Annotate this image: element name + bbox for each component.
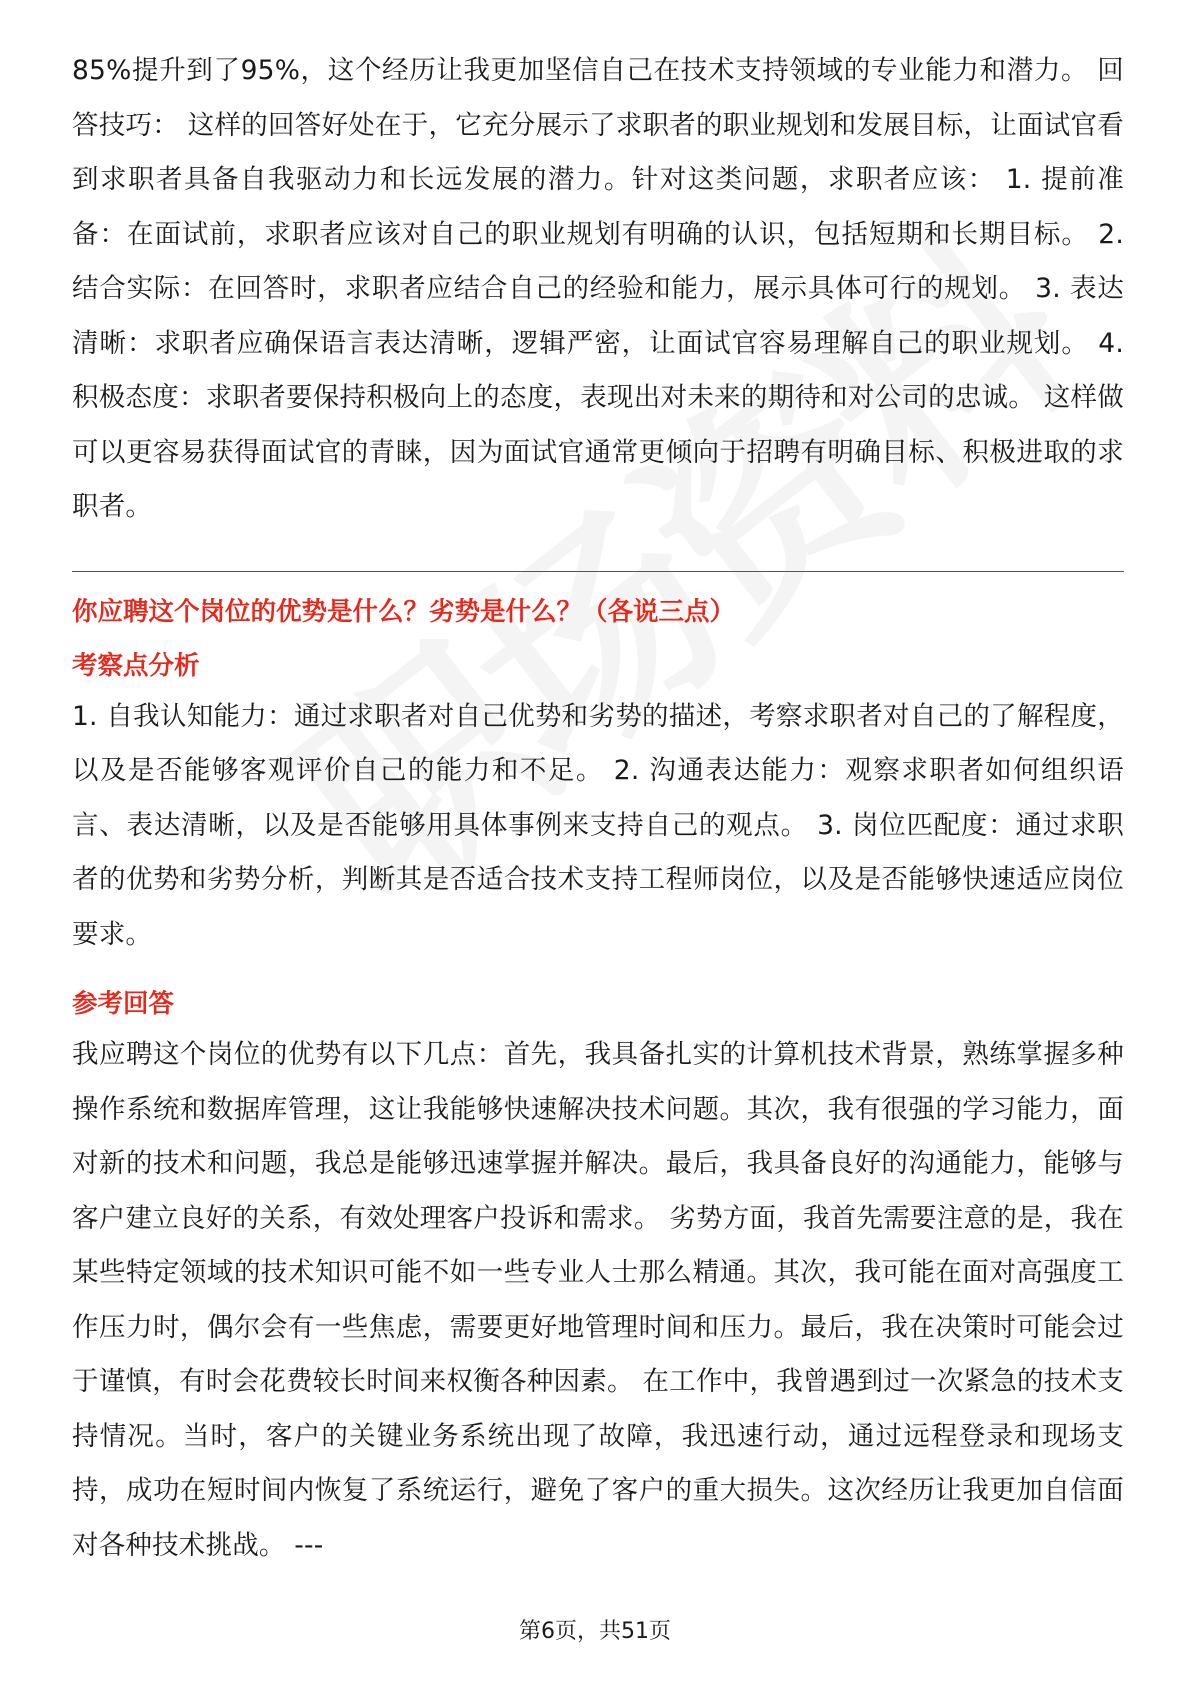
page-content: [72, 44, 1124, 1573]
section-divider: [72, 571, 1124, 572]
reference-title: 参考回答: [72, 989, 175, 1019]
question-heading: 你应聘这个岗位的优势是什么？劣势是什么？（各说三点）: [72, 596, 736, 627]
analysis-body: 1. 自我认知能力：通过求职者对自己优势和劣势的描述，考察求职者对自己的了解程度，以及是否能够客观评价自己的能力和不足。 2. 沟通表达能力：观察求职者如何组织语言、表达清晰，以及是否能够用具体事例来支持自己的观点。 3. 岗位匹配度：通过求职者的优势和劣势分析，判断其是否适合技术支持工程师岗位，以及是否能够快速适应岗位要求。: [72, 700, 1124, 950]
intro-paragraph: 85%提升到了95%，这个经历让我更加坚信自己在技术支持领域的专业能力和潜力。 回答技巧： 这样的回答好处在于，它充分展示了求职者的职业规划和发展目标，让面试官看到求职者具备自我驱动力和长远发展的潜力。针对这类问题，求职者应该： 1. 提前准备：在面试前，求职者应该对自己的职业规划有明确的认识，包括短期和长期目标。 2. 结合实际：在回答时，求职者应结合自己的经验和能力，展示具体可行的规划。 3. 表达清晰：求职者应确保语言表达清晰，逻辑严密，让面试官容易理解自己的职业规划。 4. 积极态度：求职者要保持积极向上的态度，表现出对未来的期待和对公司的忠诚。 这样做可以更容易获得面试官的青睐，因为面试官通常更倾向于招聘有明确目标、积极进取的求职者。: [72, 55, 1124, 522]
page-footer: 第6页，共51页: [519, 1619, 671, 1644]
reference-body: 我应聘这个岗位的优势有以下几点：首先，我具备扎实的计算机技术背景，熟练掌握多种操作系统和数据库管理，这让我能够快速解决技术问题。其次，我有很强的学习能力，面对新的技术和问题，我总是能够迅速掌握并解决。最后，我具备良好的沟通能力，能够与客户建立良好的关系，有效处理客户投诉和需求。 劣势方面，我首先需要注意的是，我在某些特定领域的技术知识可能不如一些专业人士那么精通。其次，我可能在面对高强度工作压力时，偶尔会有一些焦虑，需要更好地管理时间和压力。最后，我在决策时可能会过于谨慎，有时会花费较长时间来权衡各种因素。 在工作中，我曾遇到过一次紧急的技术支持情况。当时，客户的关键业务系统出现了故障，我迅速行动，通过远程登录和现场支持，成功在短时间内恢复了系统运行，避免了客户的重大损失。这次经历让我更加自信面对各种技术挑战。 ---: [72, 1039, 1124, 1561]
analysis-title: 考察点分析: [72, 650, 200, 681]
